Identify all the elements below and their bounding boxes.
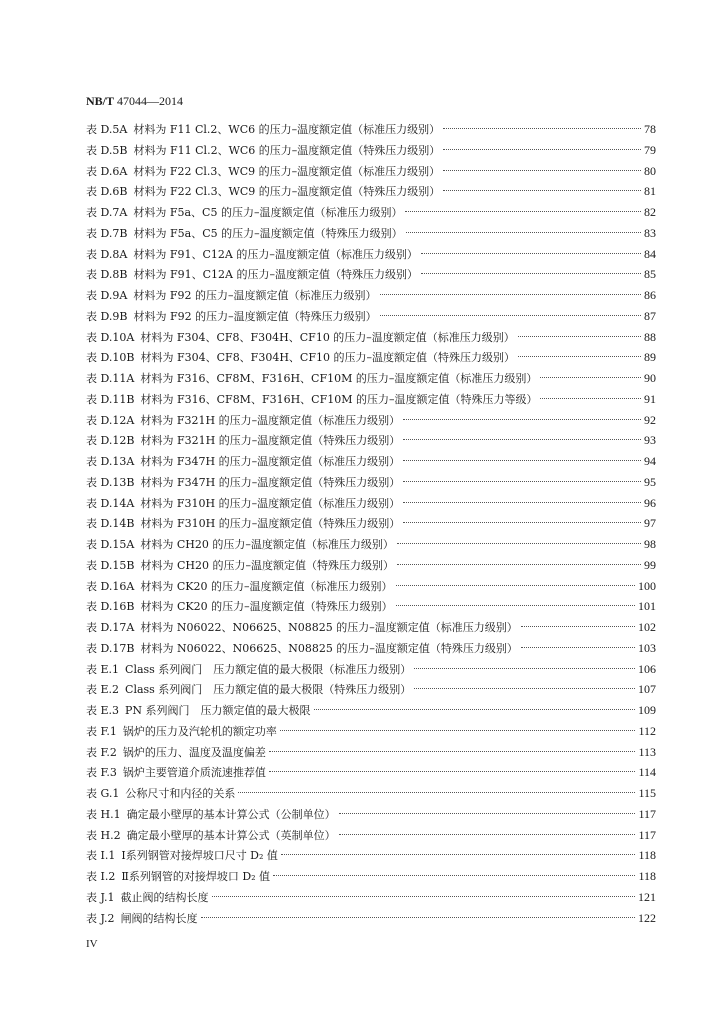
toc-entry[interactable] <box>86 140 656 161</box>
dot-leader <box>443 128 641 129</box>
dot-leader <box>518 356 641 357</box>
toc-entry-title: 材料为 N06022、N06625、N08825 的压力–温度额定值（标准压力级别） <box>140 621 518 634</box>
table-of-contents <box>86 119 656 928</box>
toc-entry-label: 表 D.5B <box>86 143 128 157</box>
document-header <box>86 94 183 109</box>
toc-entry-title: 材料为 F310H 的压力–温度额定值（特殊压力级别） <box>140 517 401 531</box>
toc-entry-page: 114 <box>638 765 656 780</box>
dot-leader <box>403 419 641 420</box>
toc-entry-label: 表 I.2 <box>86 870 116 883</box>
toc-entry-title: 材料为 F92 的压力–温度额定值（标准压力级别） <box>133 289 377 302</box>
toc-entry[interactable] <box>86 161 656 182</box>
toc-entry-page: 99 <box>644 557 656 572</box>
dot-leader <box>380 315 641 316</box>
dot-leader <box>339 834 636 835</box>
dot-leader <box>403 460 641 461</box>
toc-entry-label: 表 D.13B <box>86 475 135 489</box>
toc-entry[interactable] <box>86 264 656 285</box>
dot-leader <box>269 771 636 772</box>
toc-entry[interactable] <box>86 638 656 659</box>
toc-entry-title: 确定最小壁厚的基本计算公式（英制单位） <box>126 828 336 842</box>
toc-entry-label: 表 D.12B <box>86 434 135 448</box>
toc-entry-page: 109 <box>638 703 656 717</box>
toc-entry[interactable] <box>86 742 656 763</box>
toc-entry-page: 94 <box>644 454 656 468</box>
toc-entry-title: PN 系列阀门 压力额定值的最大极限 <box>125 704 311 717</box>
dot-leader <box>540 398 641 399</box>
dot-leader <box>380 294 642 295</box>
toc-entry[interactable] <box>86 389 656 410</box>
dot-leader <box>397 543 641 544</box>
toc-entry-page: 80 <box>644 163 656 178</box>
toc-entry-title: 锅炉的压力及汽轮机的额定功率 <box>122 724 277 738</box>
dot-leader <box>421 273 641 274</box>
toc-entry-label: 表 E.3 <box>86 704 120 717</box>
dot-leader <box>396 605 635 606</box>
toc-entry-label: 表 D.9A <box>86 289 128 302</box>
toc-entry[interactable] <box>86 534 656 555</box>
toc-entry-page: 89 <box>644 350 656 365</box>
toc-entry-title: 材料为 CH20 的压力–温度额定值（标准压力级别） <box>140 538 394 551</box>
toc-entry-title: 材料为 F11 Cl.2、WC6 的压力–温度额定值（特殊压力级别） <box>133 143 441 157</box>
dot-leader <box>281 854 636 855</box>
dot-leader <box>201 917 635 918</box>
dot-leader <box>396 585 636 586</box>
toc-entry[interactable] <box>86 472 656 493</box>
toc-entry-page: 117 <box>638 806 656 821</box>
toc-entry-label: 表 D.6B <box>86 185 128 199</box>
dot-leader <box>443 170 641 171</box>
toc-entry-title: 材料为 F316、CF8M、F316H、CF10M 的压力–温度额定值（特殊压力等级） <box>140 392 538 406</box>
toc-entry-label: 表 D.14B <box>86 517 135 531</box>
toc-entry-label: 表 D.9B <box>86 309 128 323</box>
dot-leader <box>518 336 641 337</box>
dot-leader <box>403 439 641 440</box>
toc-entry-label: 表 D.13A <box>86 455 135 468</box>
toc-entry-label: 表 D.17B <box>86 641 135 655</box>
toc-entry-label: 表 J.2 <box>86 911 115 925</box>
toc-entry[interactable] <box>86 887 656 908</box>
toc-entry-label: 表 F.3 <box>86 766 117 780</box>
toc-entry-title: 材料为 F22 Cl.3、WC9 的压力–温度额定值（特殊压力级别） <box>133 185 441 199</box>
toc-entry-page: 103 <box>638 640 656 655</box>
toc-entry[interactable] <box>86 804 656 825</box>
toc-entry-title: 材料为 N06022、N06625、N08825 的压力–温度额定值（特殊压力级别） <box>140 641 518 655</box>
toc-entry-title: 截止阀的结构长度 <box>120 890 209 904</box>
toc-entry-page: 84 <box>644 246 656 261</box>
toc-entry-page: 78 <box>644 122 656 136</box>
dot-leader <box>540 377 641 378</box>
toc-entry[interactable] <box>86 327 656 348</box>
toc-entry-page: 112 <box>638 723 656 738</box>
toc-entry-label: 表 D.11A <box>86 372 135 385</box>
toc-entry-page: 88 <box>644 329 656 344</box>
toc-entry-title: 材料为 F321H 的压力–温度额定值（特殊压力级别） <box>140 434 401 448</box>
toc-entry-label: 表 H.1 <box>86 807 121 821</box>
toc-entry-page: 82 <box>644 205 656 219</box>
toc-entry[interactable] <box>86 783 656 804</box>
toc-entry[interactable] <box>86 659 656 680</box>
toc-entry[interactable] <box>86 617 656 638</box>
dot-leader <box>443 149 641 150</box>
toc-entry-page: 83 <box>644 225 656 240</box>
toc-entry-label: 表 F.1 <box>86 724 117 738</box>
toc-entry-page: 81 <box>644 184 656 199</box>
toc-entry-page: 92 <box>644 412 656 427</box>
toc-entry[interactable] <box>86 576 656 597</box>
toc-entry[interactable] <box>86 762 656 783</box>
toc-entry-label: 表 D.8A <box>86 247 128 261</box>
toc-entry-label: 表 H.2 <box>86 828 121 842</box>
toc-entry[interactable] <box>86 347 656 368</box>
dot-leader <box>403 522 641 523</box>
toc-entry-title: Class 系列阀门 压力额定值的最大极限（标准压力级别） <box>125 662 412 676</box>
toc-entry-label: 表 D.10A <box>86 330 135 344</box>
toc-entry-page: 79 <box>644 142 656 157</box>
toc-entry-title: 公称尺寸和内径的关系 <box>125 787 236 800</box>
toc-entry-title: 材料为 F304、CF8、F304H、CF10 的压力–温度额定值（特殊压力级别） <box>140 351 515 365</box>
standard-number: 47044—2014 <box>117 94 184 108</box>
standard-code: NB/T <box>86 94 115 108</box>
toc-entry-page: 107 <box>638 682 656 697</box>
toc-entry[interactable] <box>86 368 656 389</box>
dot-leader <box>406 232 641 233</box>
toc-entry[interactable] <box>86 721 656 742</box>
toc-entry-page: 122 <box>638 910 656 925</box>
dot-leader <box>273 875 635 876</box>
toc-entry-title: 材料为 CK20 的压力–温度额定值（标准压力级别） <box>140 579 393 593</box>
toc-entry-label: 表 E.1 <box>86 662 120 676</box>
toc-entry-title: Class 系列阀门 压力额定值的最大极限（特殊压力级别） <box>125 683 412 697</box>
toc-entry-title: 材料为 F22 Cl.3、WC9 的压力–温度额定值（标准压力级别） <box>133 164 441 178</box>
toc-entry-page: 100 <box>638 578 656 593</box>
toc-entry-page: 96 <box>644 495 656 510</box>
dot-leader <box>280 730 636 731</box>
toc-entry[interactable] <box>86 202 656 223</box>
toc-entry-title: 材料为 F347H 的压力–温度额定值（特殊压力级别） <box>140 475 401 489</box>
toc-entry-page: 91 <box>644 391 656 406</box>
toc-entry-page: 87 <box>644 308 656 323</box>
toc-entry-title: Ⅰ系列钢管对接焊坡口尺寸 D₂ 值 <box>121 849 278 863</box>
dot-leader <box>443 190 641 191</box>
dot-leader <box>397 564 641 565</box>
toc-entry-title: 材料为 F310H 的压力–温度额定值（标准压力级别） <box>140 496 401 510</box>
toc-entry-title: 材料为 F5a、C5 的压力–温度额定值（特殊压力级别） <box>133 226 403 240</box>
toc-entry-label: 表 F.2 <box>86 745 117 759</box>
toc-entry-label: 表 J.1 <box>86 890 115 904</box>
toc-entry-label: 表 D.10B <box>86 351 135 365</box>
toc-entry-page: 97 <box>644 516 656 531</box>
dot-leader <box>421 253 641 254</box>
toc-entry-title: 材料为 F347H 的压力–温度额定值（标准压力级别） <box>140 455 401 468</box>
dot-leader <box>269 751 636 752</box>
toc-entry-label: 表 D.17A <box>86 621 135 634</box>
toc-entry-page: 117 <box>638 827 656 842</box>
toc-entry-title: 锅炉的压力、温度及温度偏差 <box>122 745 266 759</box>
toc-entry-page: 86 <box>644 288 656 302</box>
toc-entry[interactable] <box>86 285 656 306</box>
dot-leader <box>212 896 635 897</box>
toc-entry[interactable] <box>86 845 656 866</box>
toc-entry-page: 121 <box>638 889 656 904</box>
toc-entry[interactable] <box>86 306 656 327</box>
dot-leader <box>339 813 636 814</box>
toc-entry[interactable] <box>86 700 656 721</box>
toc-entry-label: 表 D.12A <box>86 413 135 427</box>
toc-entry-page: 113 <box>638 744 656 759</box>
toc-entry-page: 95 <box>644 474 656 489</box>
toc-entry-title: 材料为 F321H 的压力–温度额定值（标准压力级别） <box>140 413 401 427</box>
toc-entry-page: 102 <box>638 620 656 634</box>
toc-entry[interactable] <box>86 866 656 887</box>
toc-entry[interactable] <box>86 555 656 576</box>
toc-entry-page: 115 <box>638 786 656 800</box>
toc-entry-page: 85 <box>644 267 656 282</box>
toc-entry-title: 材料为 CH20 的压力–温度额定值（特殊压力级别） <box>140 558 395 572</box>
toc-entry-title: 材料为 F5a、C5 的压力–温度额定值（标准压力级别） <box>133 206 403 219</box>
toc-entry-label: 表 D.16B <box>86 600 135 614</box>
toc-entry-title: 闸阀的结构长度 <box>120 911 198 925</box>
toc-entry-title: 材料为 CK20 的压力–温度额定值（特殊压力级别） <box>140 600 393 614</box>
toc-entry[interactable] <box>86 119 656 140</box>
toc-entry-label: 表 D.15A <box>86 538 135 551</box>
toc-entry-label: 表 D.6A <box>86 164 128 178</box>
toc-entry-label: 表 D.15B <box>86 558 135 572</box>
toc-entry-label: 表 D.7B <box>86 226 128 240</box>
toc-entry-page: 90 <box>644 371 656 385</box>
toc-entry-label: 表 I.1 <box>86 849 116 863</box>
toc-entry[interactable] <box>86 451 656 472</box>
toc-entry-title: 材料为 F91、C12A 的压力–温度额定值（特殊压力级别） <box>133 268 418 282</box>
toc-entry-title: 材料为 F11 Cl.2、WC6 的压力–温度额定值（标准压力级别） <box>133 123 441 136</box>
toc-entry[interactable] <box>86 908 656 929</box>
dot-leader <box>521 647 635 648</box>
dot-leader <box>314 709 635 710</box>
toc-entry-label: 表 D.11B <box>86 392 135 406</box>
page-number-footer: IV <box>86 938 98 950</box>
toc-entry-label: 表 D.7A <box>86 206 128 219</box>
toc-entry-title: 锅炉主要管道介质流速推荐值 <box>122 766 266 780</box>
toc-entry[interactable] <box>86 410 656 431</box>
toc-entry[interactable] <box>86 430 656 451</box>
toc-entry-page: 101 <box>638 599 656 614</box>
toc-entry-title: 材料为 F92 的压力–温度额定值（特殊压力级别） <box>133 309 377 323</box>
toc-entry-page: 118 <box>638 848 656 863</box>
toc-entry[interactable] <box>86 596 656 617</box>
toc-entry[interactable] <box>86 244 656 265</box>
toc-entry[interactable] <box>86 513 656 534</box>
toc-entry-title: 确定最小壁厚的基本计算公式（公制单位） <box>126 807 336 821</box>
dot-leader <box>403 502 641 503</box>
dot-leader <box>521 626 635 627</box>
toc-entry-label: 表 G.1 <box>86 787 120 800</box>
toc-entry-label: 表 D.16A <box>86 579 135 593</box>
toc-entry-page: 93 <box>644 433 656 448</box>
toc-entry-page: 118 <box>638 869 656 883</box>
toc-entry-title: 材料为 F304、CF8、F304H、CF10 的压力–温度额定值（标准压力级别） <box>140 330 515 344</box>
toc-entry-title: 材料为 F316、CF8M、F316H、CF10M 的压力–温度额定值（标准压力级别） <box>140 372 538 385</box>
toc-entry[interactable] <box>86 223 656 244</box>
toc-entry-label: 表 D.8B <box>86 268 128 282</box>
toc-entry[interactable] <box>86 181 656 202</box>
toc-entry-title: 材料为 F91、C12A 的压力–温度额定值（标准压力级别） <box>133 247 418 261</box>
toc-entry[interactable] <box>86 493 656 514</box>
toc-entry-page: 98 <box>644 537 656 551</box>
toc-entry-page: 106 <box>638 661 656 676</box>
toc-entry-title: Ⅱ系列钢管的对接焊坡口 D₂ 值 <box>121 870 271 883</box>
dot-leader <box>238 792 635 793</box>
dot-leader <box>403 481 641 482</box>
toc-entry-label: 表 D.14A <box>86 496 135 510</box>
dot-leader <box>414 668 635 669</box>
dot-leader <box>414 688 635 689</box>
toc-entry-label: 表 E.2 <box>86 683 120 697</box>
toc-entry[interactable] <box>86 679 656 700</box>
toc-entry[interactable] <box>86 825 656 846</box>
toc-entry-label: 表 D.5A <box>86 123 128 136</box>
dot-leader <box>405 211 641 212</box>
